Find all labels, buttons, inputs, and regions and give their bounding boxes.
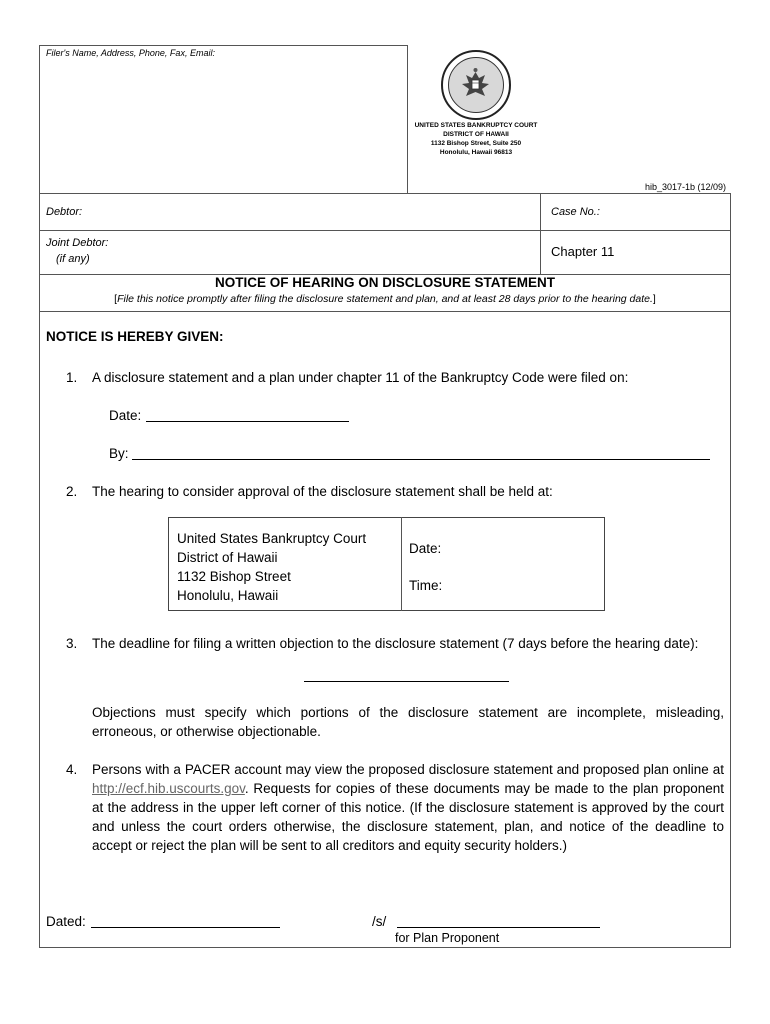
- form-bottom-border: [39, 947, 731, 948]
- notice-title: NOTICE OF HEARING ON DISCLOSURE STATEMENT: [214, 275, 555, 290]
- signature-field[interactable]: [397, 912, 600, 928]
- hearing-street: 1132 Bishop Street: [177, 569, 291, 584]
- objection-deadline-field[interactable]: [304, 666, 509, 682]
- caption-left-border: [39, 193, 40, 515]
- debtor-label: Debtor:: [46, 206, 83, 218]
- debtor-field[interactable]: [90, 198, 535, 226]
- dated-label: Dated:: [46, 914, 86, 929]
- hearing-city: Honolulu, Hawaii: [177, 588, 279, 603]
- chapter-label: Chapter 11: [551, 244, 615, 259]
- item4-text-before-link: Persons with a PACER account may view the proposed disclosure statement and proposed plan online at: [92, 762, 724, 777]
- item3-text: The deadline for filing a written objection to the disclosure statement (7 days before the hearing date):: [92, 636, 699, 651]
- caption-top-border: [39, 193, 731, 194]
- case-no-label: Case No.:: [551, 206, 600, 218]
- joint-debtor-label: Joint Debtor:: [46, 237, 109, 249]
- form-lower-right-border: [730, 515, 731, 948]
- court-name: UNITED STATES BANKRUPTCY COURT: [414, 122, 538, 129]
- case-no-field[interactable]: [600, 198, 726, 226]
- title-bottom-border: [39, 311, 731, 312]
- item1-number: 1.: [66, 370, 78, 385]
- item2-text: The hearing to consider approval of the disclosure statement shall be held at:: [92, 484, 553, 499]
- filer-box-left-border: [39, 45, 40, 193]
- form-code: hib_3017-1b (12/09): [644, 182, 726, 192]
- caption-right-border: [730, 193, 731, 515]
- joint-debtor-field[interactable]: [120, 234, 535, 270]
- filer-info-field[interactable]: [42, 60, 404, 190]
- hearing-date-field[interactable]: [448, 533, 598, 557]
- objections-text: Objections must specify which portions of the disclosure statement are incomplete, misleading, erroneous, or otherwise objectionable.: [92, 705, 724, 739]
- hearing-date-label: Date:: [409, 541, 442, 556]
- item4-number: 4.: [66, 762, 78, 777]
- for-plan-proponent-label: for Plan Proponent: [395, 931, 500, 945]
- dated-field[interactable]: [91, 912, 280, 928]
- hearing-time-label: Time:: [409, 578, 443, 593]
- court-street: 1132 Bishop Street, Suite 250: [430, 140, 522, 147]
- court-seal-logo: [441, 50, 511, 120]
- item4-text-after-link: . Requests for copies of these documents may be made to the plan proponent at the address in the upper left corner of this notice. (If the disclosure statement is approved by the court and unless the court orders otherwise, the disclosure statement, plan, and notice of the deadline to accept or reject the plan will be sent to all creditors and equity security holders.): [92, 781, 724, 853]
- item3-number: 3.: [66, 636, 78, 651]
- hearing-court-name: United States Bankruptcy Court: [177, 531, 367, 546]
- instruction-bracket-close: ]: [652, 293, 656, 305]
- filed-by-label: By:: [109, 446, 129, 461]
- filer-box-right-border: [407, 45, 408, 193]
- caption-divider: [540, 193, 541, 275]
- pacer-link[interactable]: http://ecf.hib.uscourts.gov: [92, 781, 245, 796]
- filed-date-label: Date:: [109, 408, 142, 423]
- hearing-district: District of Hawaii: [177, 550, 278, 565]
- signature-s-label: /s/: [372, 914, 387, 929]
- item1-text: A disclosure statement and a plan under chapter 11 of the Bankruptcy Code were filed on:: [92, 370, 629, 385]
- caption-row-divider: [39, 230, 731, 231]
- filer-box-top-border: [39, 45, 408, 46]
- instruction-text: File this notice promptly after filing the disclosure statement and plan, and at least 28 days prior to the hearing date.: [117, 293, 653, 305]
- form-lower-left-border: [39, 515, 40, 948]
- instruction-bracket-open: [: [114, 293, 118, 305]
- hearing-box-divider: [401, 517, 402, 611]
- title-instruction: [40, 293, 730, 305]
- item4-paragraph: [92, 760, 724, 855]
- joint-debtor-note: (if any): [56, 253, 90, 265]
- filer-info-label: Filer's Name, Address, Phone, Fax, Email:: [46, 48, 215, 58]
- court-district: DISTRICT OF HAWAII: [443, 131, 509, 138]
- item2-number: 2.: [66, 484, 78, 499]
- notice-heading: NOTICE IS HEREBY GIVEN:: [46, 329, 224, 344]
- filed-by-field[interactable]: [132, 444, 710, 460]
- hearing-time-field[interactable]: [448, 570, 598, 594]
- filed-date-field[interactable]: [146, 406, 349, 422]
- court-city: Honolulu, Hawaii 96813: [439, 149, 513, 156]
